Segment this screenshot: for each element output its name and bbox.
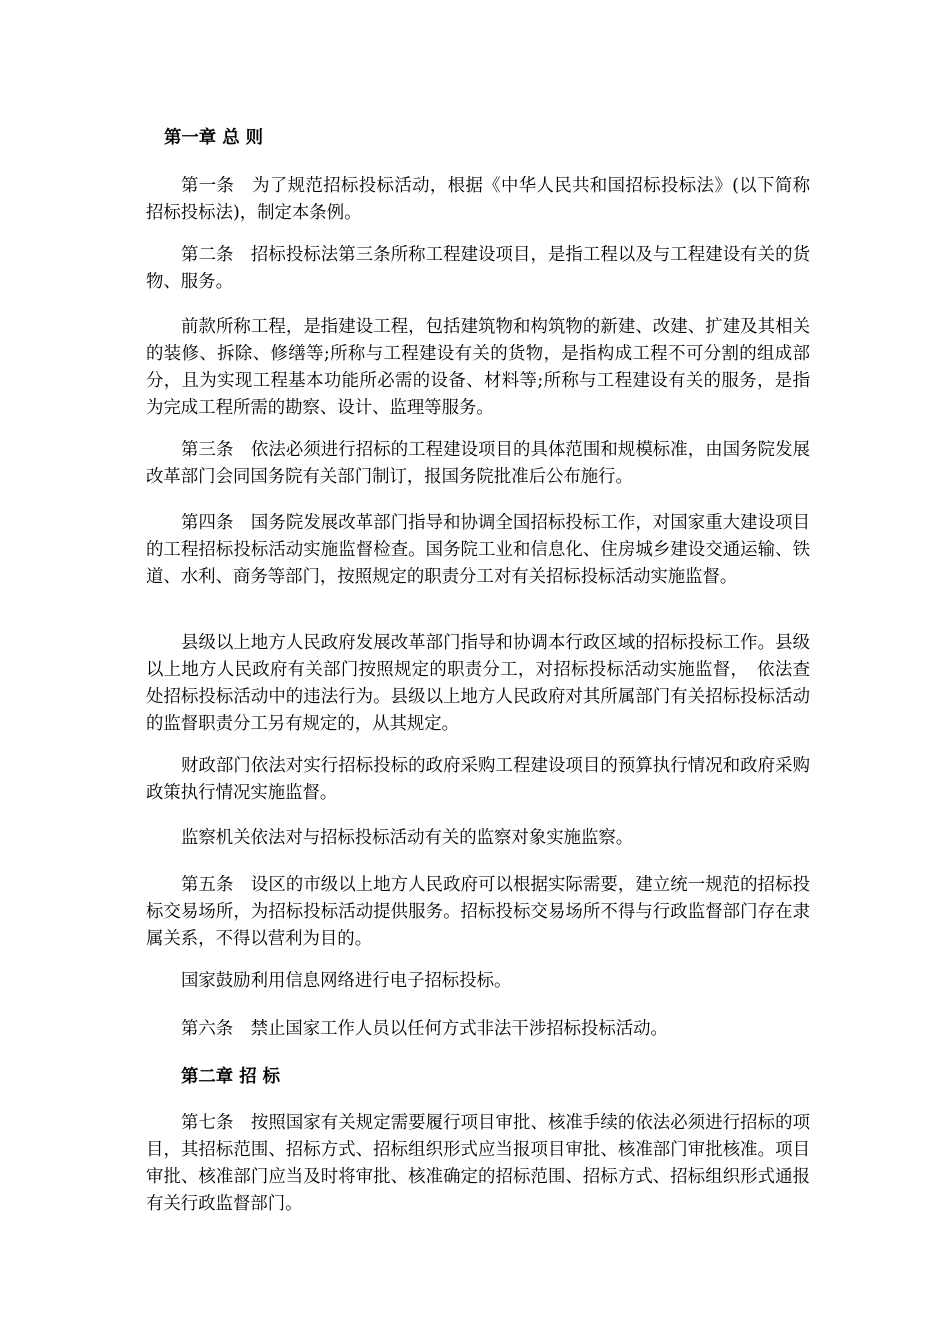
- article-1-paragraph: 第一条 为了规范招标投标活动，根据《中华人民共和国招标投标法》(以下简称招标投标法)，制定本条例。: [146, 176, 810, 223]
- article-4-finance-paragraph: 财政部门依法对实行招标投标的政府采购工程建设项目的预算执行情况和政府采购政策执行情况实施监督。: [146, 756, 810, 803]
- chapter-1-heading: 第一章 总 则: [164, 128, 264, 148]
- article-3-paragraph: 第三条 依法必须进行招标的工程建设项目的具体范围和规模标准，由国务院发展改革部门会同国务院有关部门制订，报国务院批准后公布施行。: [146, 440, 810, 487]
- article-2-paragraph: 第二条 招标投标法第三条所称工程建设项目，是指工程以及与工程建设有关的货物、服务。: [146, 245, 810, 292]
- article-5-electronic-paragraph: 国家鼓励利用信息网络进行电子招标投标。: [181, 971, 512, 991]
- article-4-paragraph: 第四条 国务院发展改革部门指导和协调全国招标投标工作，对国家重大建设项目的工程招标投标活动实施监督检查。国务院工业和信息化、住房城乡建设交通运输、铁道、水利、商务等部门，按照规定的职责分工对有关招标投标活动实施监督。: [146, 513, 810, 587]
- article-7-paragraph: 第七条 按照国家有关规定需要履行项目审批、核准手续的依法必须进行招标的项目，其招标范围、招标方式、招标组织形式应当报项目审批、核准部门审批核准。项目审批、核准部门应当及时将审批、核准确定的招标范围、招标方式、招标组织形式通报有关行政监督部门。: [146, 1113, 810, 1214]
- chapter-2-heading: 第二章 招 标: [181, 1067, 281, 1087]
- article-6-paragraph: 第六条 禁止国家工作人员以任何方式非法干涉招标投标活动。: [181, 1019, 668, 1039]
- article-4-local-paragraph: 县级以上地方人民政府发展改革部门指导和协调本行政区域的招标投标工作。县级以上地方人民政府有关部门按照规定的职责分工，对招标投标活动实施监督， 依法查处招标投标活动中的违法行为。县级以上地方人民政府对其所属部门有关招标投标活动的监督职责分工另有规定的，从其规定。: [146, 633, 810, 734]
- article-4-supervision-paragraph: 监察机关依法对与招标投标活动有关的监察对象实施监察。: [181, 828, 634, 848]
- article-2-clarification-paragraph: 前款所称工程，是指建设工程，包括建筑物和构筑物的新建、改建、扩建及其相关的装修、拆除、修缮等;所称与工程建设有关的货物，是指构成工程不可分割的组成部分，且为实现工程基本功能所必需的设备、材料等;所称与工程建设有关的服务，是指为完成工程所需的勘察、设计、监理等服务。: [146, 317, 810, 418]
- article-5-paragraph: 第五条 设区的市级以上地方人民政府可以根据实际需要，建立统一规范的招标投标交易场所，为招标投标活动提供服务。招标投标交易场所不得与行政监督部门存在隶属关系，不得以营利为目的。: [146, 875, 810, 949]
